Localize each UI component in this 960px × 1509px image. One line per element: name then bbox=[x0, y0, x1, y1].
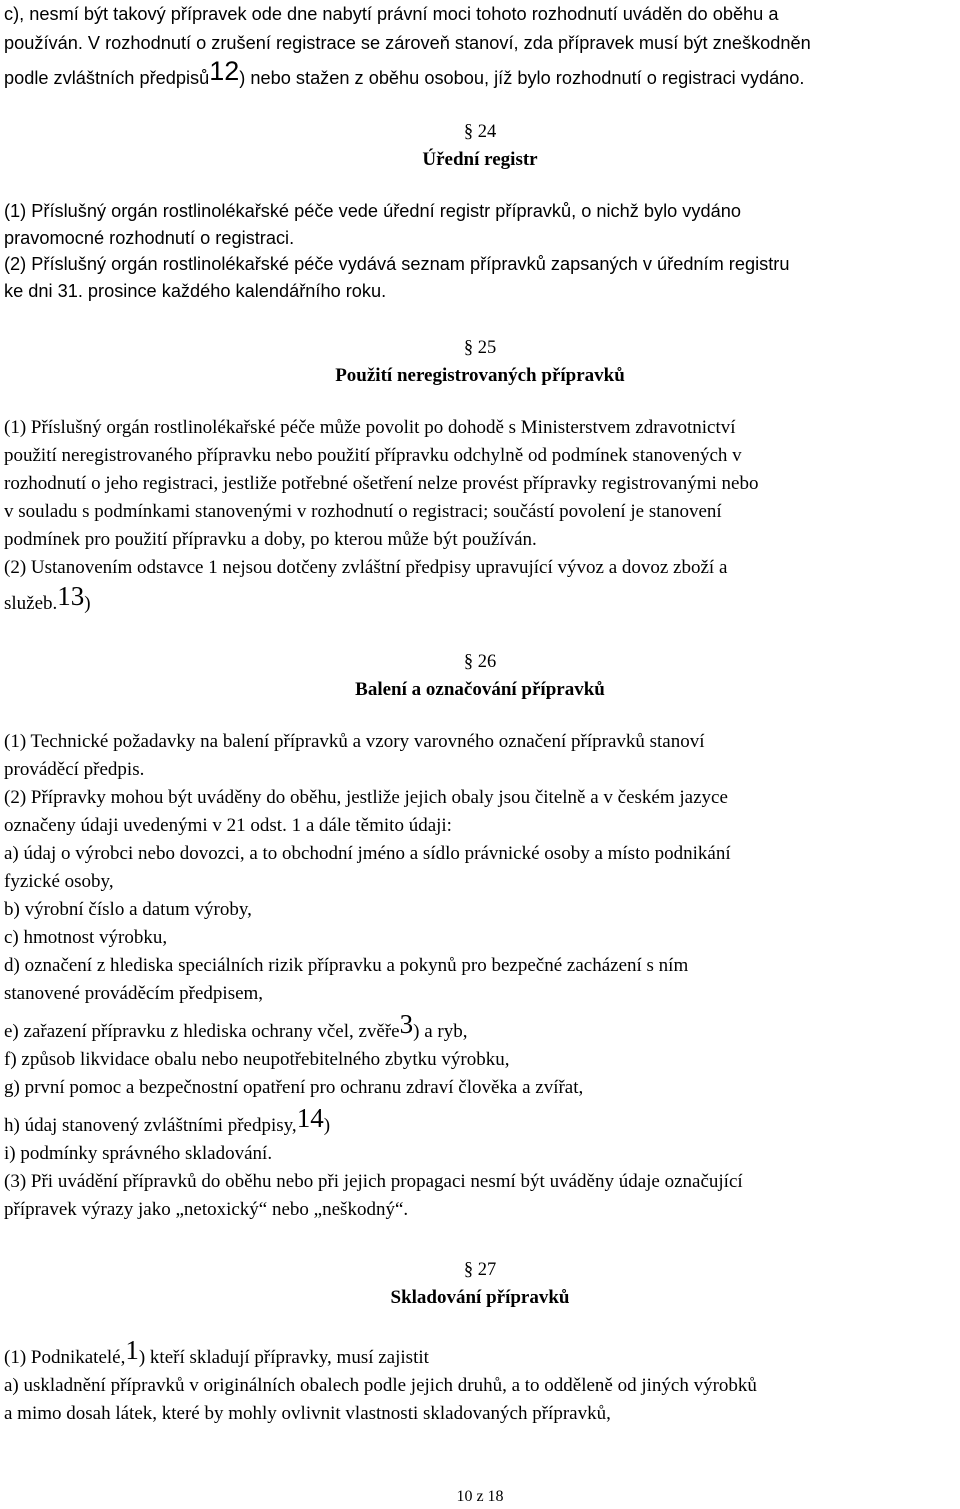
continuation-paragraph bbox=[4, 0, 956, 93]
text-line: (2) Příslušný orgán rostlinolékařské péče vydává seznam přípravků zapsaných v úředním registru bbox=[4, 254, 790, 274]
text-line: c), nesmí být takový přípravek ode dne nabytí právní moci tohoto rozhodnutí uváděn do oběhu a bbox=[4, 4, 779, 24]
text-line: c) hmotnost výrobku, bbox=[4, 927, 168, 948]
section-26-body bbox=[4, 728, 956, 1224]
section-heading-24 bbox=[0, 118, 960, 174]
text-line: (2) Přípravky mohou být uváděny do oběhu, jestliže jejich obaly jsou čitelně a v českém jazyce bbox=[4, 787, 728, 808]
section-27-body bbox=[4, 1335, 956, 1428]
section-number-value: 24 bbox=[477, 122, 497, 142]
text-fragment: služeb. bbox=[4, 593, 58, 614]
section-number-value: 25 bbox=[477, 338, 497, 358]
text-line: i) podmínky správného skladování. bbox=[4, 1143, 273, 1164]
text-line: (3) Při uvádění přípravků do oběhu nebo při jejich propagaci nesmí být uváděny údaje označující bbox=[4, 1171, 743, 1192]
text-line: b) výrobní číslo a datum výroby, bbox=[4, 899, 252, 920]
text-fragment: ) kteří skladují přípravky, musí zajistit bbox=[138, 1347, 429, 1368]
text-line: prováděcí předpis. bbox=[4, 759, 145, 780]
section-25-body bbox=[4, 414, 956, 618]
text-line: a mimo dosah látek, které by mohly ovlivnit vlastnosti skladovaných přípravků, bbox=[4, 1403, 611, 1424]
text-line: f) způsob likvidace obalu nebo neupotřebitelného zbytku výrobku, bbox=[4, 1049, 510, 1070]
text-line: používán. V rozhodnutí o zrušení registrace se zároveň stanoví, zda přípravek musí být zneškodněn bbox=[4, 33, 811, 53]
text-line: ke dni 31. prosince každého kalendářního roku. bbox=[4, 280, 387, 301]
section-sign-icon: § bbox=[463, 338, 474, 358]
section-sign-icon: § bbox=[463, 652, 474, 672]
text-fragment: e) zařazení přípravku z hlediska ochrany včel, zvěře bbox=[4, 1021, 400, 1042]
section-number bbox=[0, 334, 960, 362]
section-heading-25 bbox=[0, 334, 960, 390]
text-line: d) označení z hlediska speciálních rizik přípravku a pokynů pro bezpečné zacházení s ním bbox=[4, 955, 689, 976]
footnote-ref: 14 bbox=[296, 1103, 324, 1133]
text-line: přípravek výrazy jako „netoxický“ nebo „neškodný“. bbox=[4, 1199, 409, 1220]
text-line: stanovené prováděcím předpisem, bbox=[4, 983, 264, 1004]
section-sign-icon: § bbox=[463, 1260, 474, 1280]
text-line bbox=[4, 581, 956, 618]
section-24-body bbox=[4, 198, 956, 304]
text-line: a) údaj o výrobci nebo dovozci, a to obchodní jméno a sídlo právnické osoby a místo podnikání bbox=[4, 843, 731, 864]
text-fragment: ) bbox=[323, 1115, 331, 1136]
text-line: (2) Ustanovením odstavce 1 nejsou dotčeny zvláštní předpisy upravující vývoz a dovoz zboží a bbox=[4, 557, 728, 578]
text-line: pravomocné rozhodnutí o registraci. bbox=[4, 227, 295, 248]
section-title: Balení a označování přípravků bbox=[355, 679, 605, 700]
section-heading-26 bbox=[0, 648, 960, 704]
footnote-ref: 13 bbox=[57, 581, 85, 611]
text-line: fyzické osoby, bbox=[4, 871, 114, 892]
section-number-value: 26 bbox=[477, 652, 497, 672]
text-line: v souladu s podmínkami stanovenými v rozhodnutí o registraci; součástí povolení je stanovení bbox=[4, 501, 722, 522]
footnote-ref: 12 bbox=[209, 56, 240, 86]
text-line bbox=[4, 1335, 956, 1372]
text-fragment: h) údaj stanovený zvláštními předpisy, bbox=[4, 1115, 297, 1136]
text-line: (1) Příslušný orgán rostlinolékařské péče může povolit po dohodě s Ministerstvem zdravotnictví bbox=[4, 417, 736, 438]
section-number bbox=[0, 648, 960, 676]
text-line: (1) Technické požadavky na balení přípravků a vzory varovného označení přípravků stanoví bbox=[4, 731, 705, 752]
section-number bbox=[0, 1256, 960, 1284]
text-fragment: podle zvláštních předpisů bbox=[4, 68, 210, 88]
section-title: Úřední registr bbox=[422, 149, 538, 170]
section-sign-icon: § bbox=[463, 122, 474, 142]
footnote-ref: 1 bbox=[125, 1335, 139, 1365]
section-title: Použití neregistrovaných přípravků bbox=[335, 365, 625, 386]
text-line bbox=[4, 1009, 956, 1046]
text-line: g) první pomoc a bezpečnostní opatření pro ochranu zdraví člověka a zvířat, bbox=[4, 1077, 584, 1098]
text-line: (1) Příslušný orgán rostlinolékařské péče vede úřední registr přípravků, o nichž bylo vydáno bbox=[4, 201, 741, 221]
section-heading-27 bbox=[0, 1256, 960, 1312]
text-line: označeny údaji uvedenými v 21 odst. 1 a dále těmito údaji: bbox=[4, 815, 452, 836]
text-line: použití neregistrovaného přípravku nebo použití přípravku odchylně od podmínek stanovených v bbox=[4, 445, 742, 466]
text-fragment: ) a ryb, bbox=[413, 1021, 468, 1042]
page-number: 10 z 18 bbox=[456, 1488, 504, 1505]
text-line bbox=[4, 1103, 956, 1140]
footnote-ref: 3 bbox=[399, 1009, 414, 1039]
section-number bbox=[0, 118, 960, 146]
text-fragment: ) bbox=[84, 593, 91, 614]
text-line bbox=[4, 56, 956, 93]
text-fragment: (1) Podnikatelé, bbox=[4, 1347, 126, 1368]
section-number-value: 27 bbox=[477, 1260, 497, 1280]
text-line: a) uskladnění přípravků v originálních obalech podle jejich druhů, a to odděleně od jiných výrobků bbox=[4, 1375, 757, 1396]
text-line: podmínek pro použití přípravku a doby, po kterou může být používán. bbox=[4, 529, 537, 550]
text-line: rozhodnutí o jeho registraci, jestliže potřebné ošetření nelze provést přípravky registrovanými nebo bbox=[4, 473, 759, 494]
text-fragment: ) nebo stažen z oběhu osobou, jíž bylo rozhodnutí o registraci vydáno. bbox=[239, 68, 805, 88]
section-title: Skladování přípravků bbox=[390, 1287, 570, 1308]
